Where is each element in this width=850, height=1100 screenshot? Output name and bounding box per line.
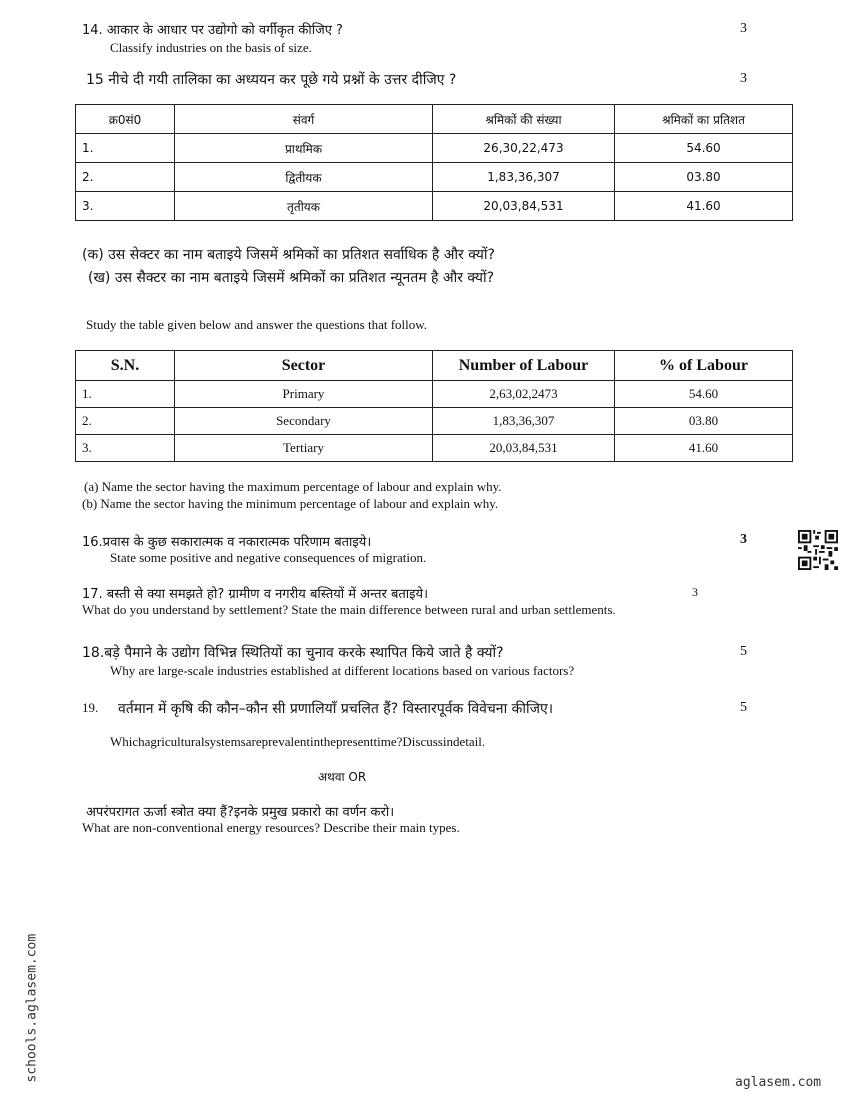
- th-en-3: % of Labour: [615, 351, 793, 381]
- td-en-0-0: 1.: [76, 381, 175, 408]
- q16-hindi: 16.प्रवास के कुछ सकारात्मक व नकारात्मक परिणाम बताइये।: [82, 535, 372, 550]
- q14-english: Classify industries on the basis of size.: [110, 40, 312, 55]
- q19-english: Whichagriculturalsystemsareprevalentinthepresenttime?Discussindetail.: [110, 734, 486, 749]
- td-hi-1-0: 2.: [76, 163, 175, 192]
- q16-english: State some positive and negative consequences of migration.: [110, 550, 427, 565]
- table-row: [76, 192, 793, 221]
- table-row: [76, 435, 793, 462]
- table-row: [76, 134, 793, 163]
- footer-watermark: aglasem.com: [735, 1075, 822, 1090]
- table-row: [76, 408, 793, 435]
- td-hi-2-2: 20,03,84,531: [433, 192, 615, 221]
- td-en-2-3: 41.60: [615, 435, 793, 462]
- q19-marks: 5: [740, 700, 747, 715]
- td-en-2-2: 20,03,84,531: [433, 435, 615, 462]
- q17-hindi: 17. बस्ती से क्या समझते हो? ग्रामीण व नगरीय बस्तियों में अन्तर बताइये।: [82, 587, 429, 602]
- table-row: [76, 163, 793, 192]
- th-hi-3: श्रमिकों का प्रतिशत: [615, 105, 793, 134]
- td-en-1-2: 1,83,36,307: [433, 408, 615, 435]
- q19-alt-hindi: अपरंपरागत ऊर्जा स्त्रोत क्या हैं?इनके प्रमुख प्रकारो का वर्णन करो।: [86, 805, 395, 820]
- q14-marks: 3: [740, 21, 747, 36]
- q15-sub-hindi-a: (क) उस सेक्टर का नाम बताइये जिसमें श्रमिकों का प्रतिशत सर्वाधिक है और क्यों?: [82, 247, 495, 263]
- th-hi-1: संवर्ग: [175, 105, 433, 134]
- td-hi-2-0: 3.: [76, 192, 175, 221]
- td-en-1-3: 03.80: [615, 408, 793, 435]
- q18-english: Why are large-scale industries established at different locations based on various factors?: [110, 663, 575, 678]
- q14-hindi: 14. आकार के आधार पर उद्योगो को वर्गीकृत कीजिए ?: [82, 23, 343, 38]
- q18-hindi: 18.बड़े पैमाने के उद्योग विभिन्न स्थितियों का चुनाव करके स्थापित किये जाते है क्यों?: [82, 645, 504, 661]
- q18-marks: 5: [740, 644, 747, 659]
- q19-or: अथवा OR: [318, 770, 367, 784]
- td-en-2-1: Tertiary: [175, 435, 433, 462]
- table-english: [75, 350, 793, 462]
- q16-marks: 3: [740, 532, 747, 547]
- td-en-1-1: Secondary: [175, 408, 433, 435]
- th-hi-2: श्रमिकों की संख्या: [433, 105, 615, 134]
- td-en-0-2: 2,63,02,2473: [433, 381, 615, 408]
- q19-hindi: वर्तमान में कृषि की कौन–कौन सी प्रणालियाँ प्रचलित हैं? विस्तारपूर्वक विवेचना कीजिए।: [118, 701, 554, 717]
- th-hi-0: क्र0सं0: [76, 105, 175, 134]
- td-en-0-3: 54.60: [615, 381, 793, 408]
- q15-sub-hindi-b: (ख) उस सैक्टर का नाम बताइये जिसमें श्रमिकों का प्रतिशत न्यूनतम है और क्यों?: [88, 270, 495, 286]
- th-en-2: Number of Labour: [433, 351, 615, 381]
- td-en-0-1: Primary: [175, 381, 433, 408]
- td-hi-0-2: 26,30,22,473: [433, 134, 615, 163]
- qr-code-icon: [798, 530, 838, 570]
- q19-number: 19.: [82, 700, 99, 715]
- table-row: [76, 381, 793, 408]
- td-hi-0-1: प्राथमिक: [175, 134, 433, 163]
- q15-marks: 3: [740, 71, 747, 86]
- q17-marks: 3: [692, 585, 698, 599]
- q19-alt-english: What are non-conventional energy resources? Describe their main types.: [82, 820, 460, 835]
- td-hi-0-0: 1.: [76, 134, 175, 163]
- q15-sub-english-a: (a) Name the sector having the maximum percentage of labour and explain why.: [84, 479, 502, 494]
- td-en-1-0: 2.: [76, 408, 175, 435]
- q15-intro-english: Study the table given below and answer the questions that follow.: [86, 317, 428, 332]
- td-hi-1-1: द्वितीयक: [175, 163, 433, 192]
- td-hi-1-2: 1,83,36,307: [433, 163, 615, 192]
- td-en-2-0: 3.: [76, 435, 175, 462]
- td-hi-2-1: तृतीयक: [175, 192, 433, 221]
- table-hindi: [75, 104, 793, 221]
- q17-english: What do you understand by settlement? State the main difference between rural and urban settlements.: [82, 602, 616, 617]
- q15-sub-english-b: (b) Name the sector having the minimum percentage of labour and explain why.: [82, 496, 499, 511]
- q15-hindi: 15 नीचे दी गयी तालिका का अध्ययन कर पूछे गये प्रश्नों के उत्तर दीजिए ?: [86, 72, 457, 88]
- th-en-0: S.N.: [76, 351, 175, 381]
- th-en-1: Sector: [175, 351, 433, 381]
- td-hi-2-3: 41.60: [615, 192, 793, 221]
- side-watermark: schools.aglasem.com: [24, 933, 40, 1083]
- td-hi-0-3: 54.60: [615, 134, 793, 163]
- td-hi-1-3: 03.80: [615, 163, 793, 192]
